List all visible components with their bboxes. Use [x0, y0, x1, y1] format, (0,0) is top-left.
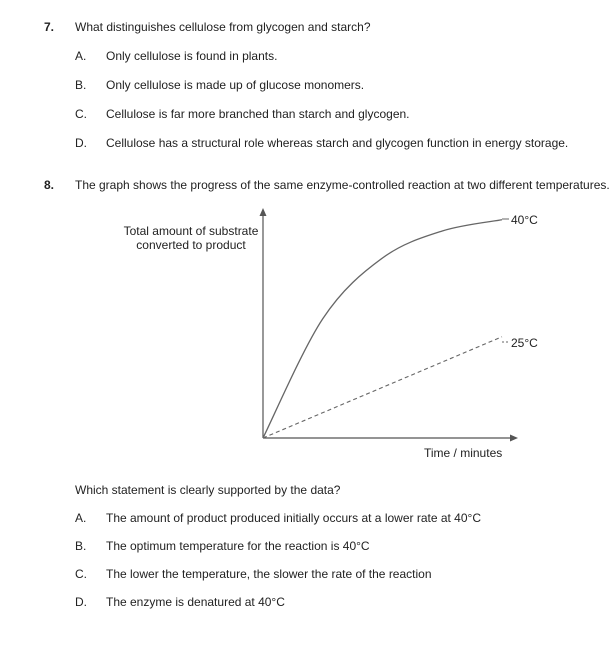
- q7-option-d-letter: D.: [75, 136, 87, 150]
- question-7-stem: What distinguishes cellulose from glycogen and starch?: [75, 20, 371, 34]
- q8-option-b-text: The optimum temperature for the reaction is 40°C: [106, 539, 370, 553]
- q7-option-d-text: Cellulose has a structural role whereas starch and glycogen function in energy storage.: [106, 136, 569, 150]
- y-axis-label-line-2: converted to product: [136, 238, 246, 252]
- q8-option-c-text: The lower the temperature, the slower the rate of the reaction: [106, 567, 432, 581]
- x-axis-label: Time / minutes: [424, 446, 503, 460]
- series-25c-line: [263, 337, 502, 438]
- question-8-prompt: Which statement is clearly supported by the data?: [75, 483, 341, 497]
- question-8-stem: The graph shows the progress of the same enzyme-controlled reaction at two different temperatures.: [75, 178, 610, 192]
- series-25c-label: 25°C: [511, 336, 538, 350]
- q7-option-b-letter: B.: [75, 78, 87, 92]
- series-40c-label: 40°C: [511, 213, 538, 227]
- q8-option-a-letter: A.: [75, 511, 87, 525]
- q7-option-c-letter: C.: [75, 107, 87, 121]
- q8-option-d-text: The enzyme is denatured at 40°C: [106, 595, 285, 609]
- series-40c-line: [263, 220, 502, 438]
- question-8-number: 8.: [44, 178, 55, 192]
- q7-option-b-text: Only cellulose is made up of glucose monomers.: [106, 78, 365, 92]
- q8-option-c-letter: C.: [75, 567, 87, 581]
- q8-option-a-text: The amount of product produced initially occurs at a lower rate at 40°C: [106, 511, 481, 525]
- q7-option-a-letter: A.: [75, 49, 87, 63]
- q8-option-b-letter: B.: [75, 539, 87, 553]
- y-axis-label-line-1: Total amount of substrate: [123, 224, 259, 238]
- q7-option-a-text: Only cellulose is found in plants.: [106, 49, 278, 63]
- q7-option-c-text: Cellulose is far more branched than starch and glycogen.: [106, 107, 410, 121]
- q8-option-d-letter: D.: [75, 595, 87, 609]
- graph-axes: [260, 208, 519, 442]
- y-axis-arrow-icon: [260, 208, 267, 216]
- x-axis-arrow-icon: [510, 435, 518, 442]
- question-7-number: 7.: [44, 20, 55, 34]
- y-axis-label: [118, 224, 264, 252]
